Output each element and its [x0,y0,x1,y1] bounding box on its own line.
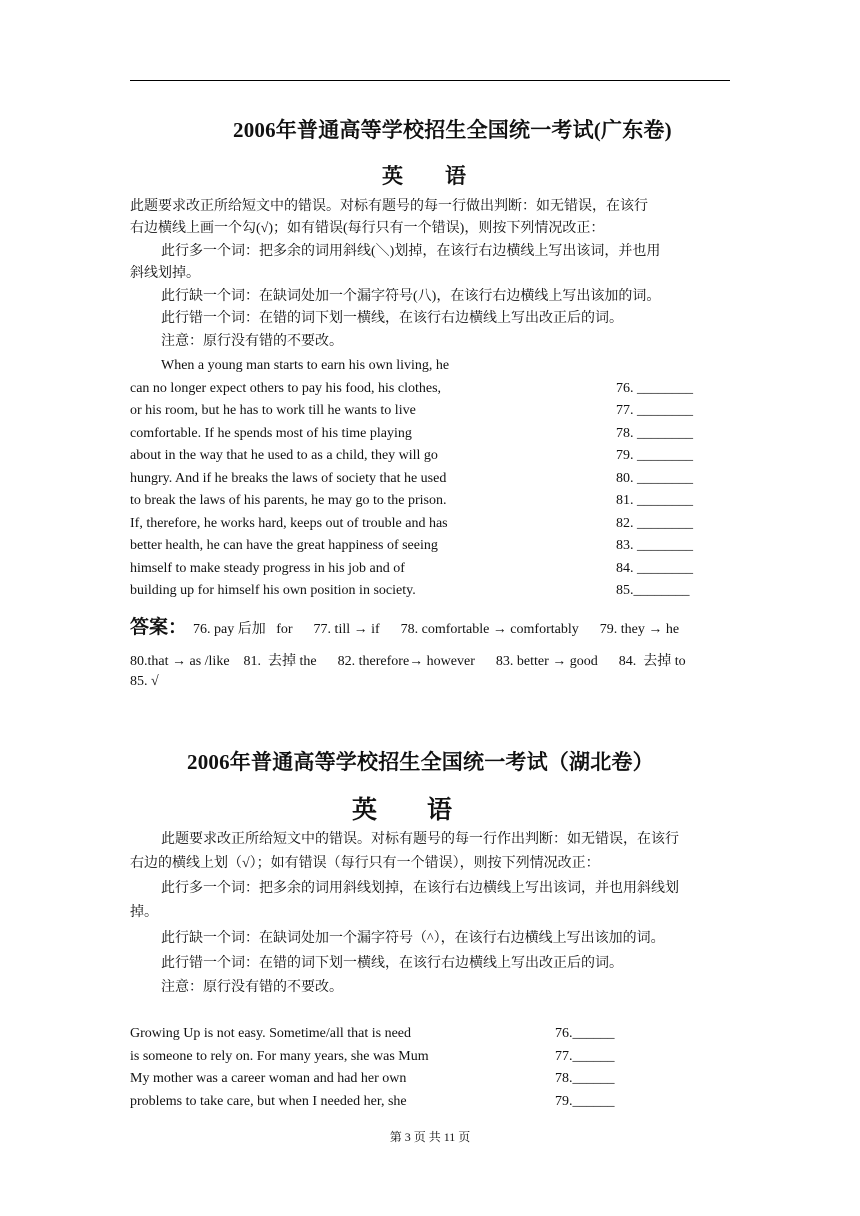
passage-line: building up for himself his own position in society. [130,583,416,598]
passage-line: If, therefore, he works hard, keeps out of trouble and has [130,516,448,531]
section1-instruction: 注意：原行没有错的不要改。 [161,334,343,349]
page-footer: 第 3 页 共 11 页 [389,1130,471,1144]
answer-blank: 78.______ [555,1071,615,1086]
section1-instruction: 右边横线上画一个勾(√)；如有错误(每行只有一个错误)，则按下列情况改正： [130,221,605,236]
section2-instruction: 右边的横线上划（√）；如有错误（每行只有一个错误），则按下列情况改正： [130,856,600,871]
answer-blank: 80. ________ [616,471,693,486]
section1-instruction: 斜线划掉。 [130,266,200,281]
passage-line: hungry. And if he breaks the laws of society that he used [130,471,447,486]
answer-blank: 79. ________ [616,448,693,463]
passage-line: When a young man starts to earn his own living, he [161,358,450,373]
passage-line: comfortable. If he spends most of his time playing [130,426,412,441]
passage-line: is someone to rely on. For many years, she was Mum [130,1049,429,1064]
answer-blank: 83. ________ [616,538,693,553]
section1-instruction: 此题要求改正所给短文中的错误。对标有题号的每一行做出判断：如无错误，在该行 [130,199,648,214]
answer-key-line: 85. √ [130,674,159,689]
section1-instruction: 此行多一个词：把多余的词用斜线(＼)划掉，在该行右边横线上写出该词，并也用 [161,244,661,259]
section1-subject: 英 语 [382,164,466,188]
passage-line: can no longer expect others to pay his food, his clothes, [130,381,442,396]
passage-line: problems to take care, but when I needed her, she [130,1094,407,1109]
section1-instruction: 此行错一个词：在错的词下划一横线，在该行右边横线上写出改正后的词。 [161,311,623,326]
passage-line: to break the laws of his parents, he may go to the prison. [130,493,447,508]
section2-subject: 英 语 [352,797,453,824]
section2-title: 2006年普通高等学校招生全国统一考试（湖北卷） [187,750,654,774]
passage-line: Growing Up is not easy. Sometime/all that is need [130,1026,411,1041]
section2-instruction: 此行缺一个词：在缺词处加一个漏字符号（^），在该行右边横线上写出该加的词。 [161,931,665,946]
answer-blank: 76. ________ [616,381,693,396]
answer-blank: 82. ________ [616,516,693,531]
answer-blank: 78. ________ [616,426,693,441]
answer-label: 答案： [130,617,188,638]
answer-blank: 79.______ [555,1094,615,1109]
section2-instruction: 此行多一个词：把多余的词用斜线划掉，在该行右边横线上写出该词，并也用斜线划 [161,881,679,896]
passage-line: My mother was a career woman and had her own [130,1071,407,1086]
answer-blank: 76.______ [555,1026,615,1041]
section1-instruction: 此行缺一个词：在缺词处加一个漏字符号(八)，在该行右边横线上写出该加的词。 [161,289,661,304]
answer-blank: 77.______ [555,1049,615,1064]
passage-line: about in the way that he used to as a child, they will go [130,448,438,463]
section2-instruction: 掉。 [130,905,158,920]
passage-line: or his room, but he has to work till he wants to live [130,403,416,418]
answer-blank: 81. ________ [616,493,693,508]
section1-title: 2006年普通高等学校招生全国统一考试(广东卷) [233,118,672,142]
section2-instruction: 此行错一个词：在错的词下划一横线，在该行右边横线上写出改正后的词。 [161,956,623,971]
answer-key-line: 80.that → as /like 81. 去掉 the 82. therefore→ however 83. better → good 84. 去掉 to [130,654,686,669]
answer-blank: 84. ________ [616,561,693,576]
answer-key-line [130,612,679,639]
section2-instruction: 此题要求改正所给短文中的错误。对标有题号的每一行作出判断：如无错误，在该行 [161,832,679,847]
passage-line: himself to make steady progress in his job and of [130,561,405,576]
answer-blank: 77. ________ [616,403,693,418]
answer-blank: 85.________ [616,583,690,598]
answer-text: 76. pay 后加 for 77. till → if 78. comfortable → comfortably 79. they → he [193,622,680,637]
header-rule [130,80,730,81]
section2-instruction: 注意：原行没有错的不要改。 [161,980,343,995]
passage-line: better health, he can have the great happiness of seeing [130,538,438,553]
